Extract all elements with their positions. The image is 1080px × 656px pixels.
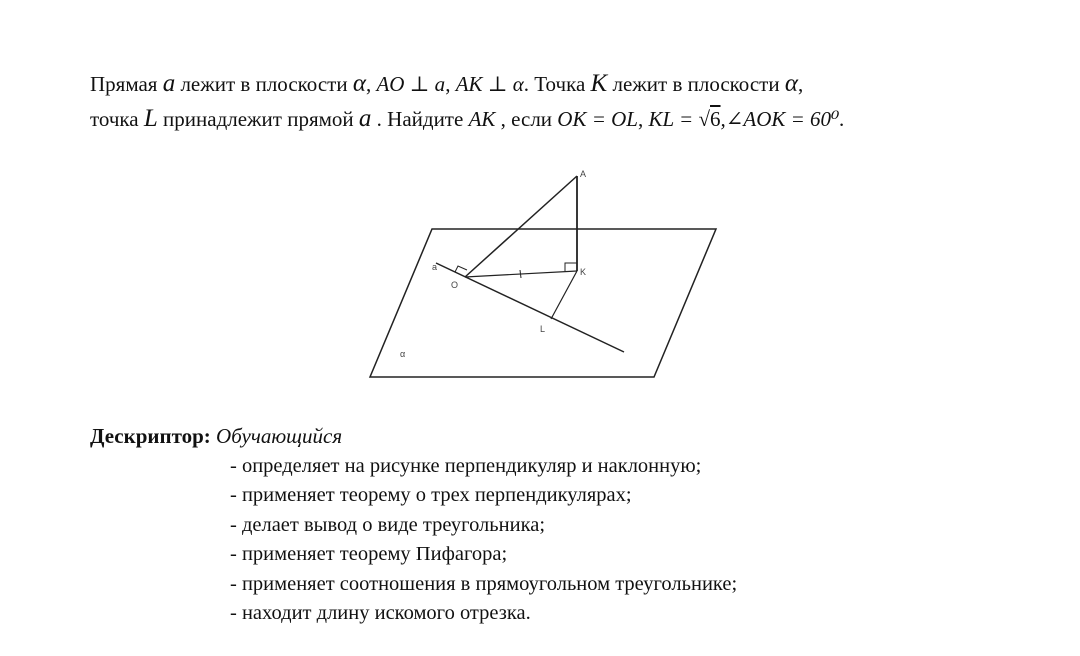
segment-ao [465,176,577,277]
label-k-point: K [580,267,587,277]
line-var-a: a [162,70,176,97]
right-angle-k [565,263,577,271]
plane-alpha: α [352,70,366,97]
text: , если [500,107,553,131]
label-plane-alpha: α [400,349,406,359]
text: , [638,107,644,131]
text: . Найдите [376,107,464,131]
label-line-a: a [432,262,438,272]
descriptor-item: - применяет соотношения в прямоугольном треугольнике; [230,572,738,595]
line-a [436,263,624,352]
label-a-point: A [580,169,587,179]
condition-kl [649,107,845,131]
figure-svg [360,160,730,390]
descriptor-item: - делает вывод о виде треугольника; [230,513,546,536]
angle-condition: ,∠AOK = 60⁰. [720,107,845,131]
kl-label: KL = [648,107,694,131]
descriptor-title: Дескриптор: [90,424,211,448]
descriptor-item: - определяет на рисунке перпендикуляр и наклонную; [230,455,702,477]
descriptor-list [230,452,737,628]
problem-line-2 [90,106,845,132]
text: лежит в плоскости [612,72,780,96]
condition-ak-perp-alpha: AK ⊥ α [455,72,524,96]
text: . Точка [523,72,586,96]
text: , [797,72,804,96]
descriptor-item: - находит длину искомого отрезка. [230,602,531,625]
descriptor-subject: Обучающийся [216,424,343,448]
sqrt-value: 6 [710,107,721,131]
text: точка [90,107,139,131]
point-l: L [143,105,158,132]
plane-alpha: α [784,70,798,97]
text: Прямая [90,72,158,96]
right-angle-o [455,266,467,272]
text: лежит в плоскости [180,72,348,96]
plane-alpha-shape [370,229,716,377]
label-o-point: O [451,280,459,290]
sqrt [698,107,720,131]
descriptor-item: - применяет теорему Пифагора; [230,543,508,566]
descriptor-item: - применяет теорему о трех перпендикулярах; [230,484,632,507]
point-k: K [590,70,608,97]
sqrt-sign: √ [698,107,711,131]
condition-ok-ol: OK = OL [557,107,638,131]
text: принадлежит прямой [163,107,354,131]
problem-line-1: Прямая a лежит в плоскости α, AO ⊥ a, AK ⊥ α. Точка K лежит в плоскости α, [90,70,804,97]
condition-ao-perp-a: AO ⊥ a [376,72,446,96]
descriptor-header [90,424,342,449]
tick-ok [520,270,521,278]
line-var-a: a [358,105,372,132]
target-ak: AK [468,107,496,131]
segment-kl [551,271,577,319]
geometry-figure [360,160,730,390]
label-l-point: L [540,324,546,334]
